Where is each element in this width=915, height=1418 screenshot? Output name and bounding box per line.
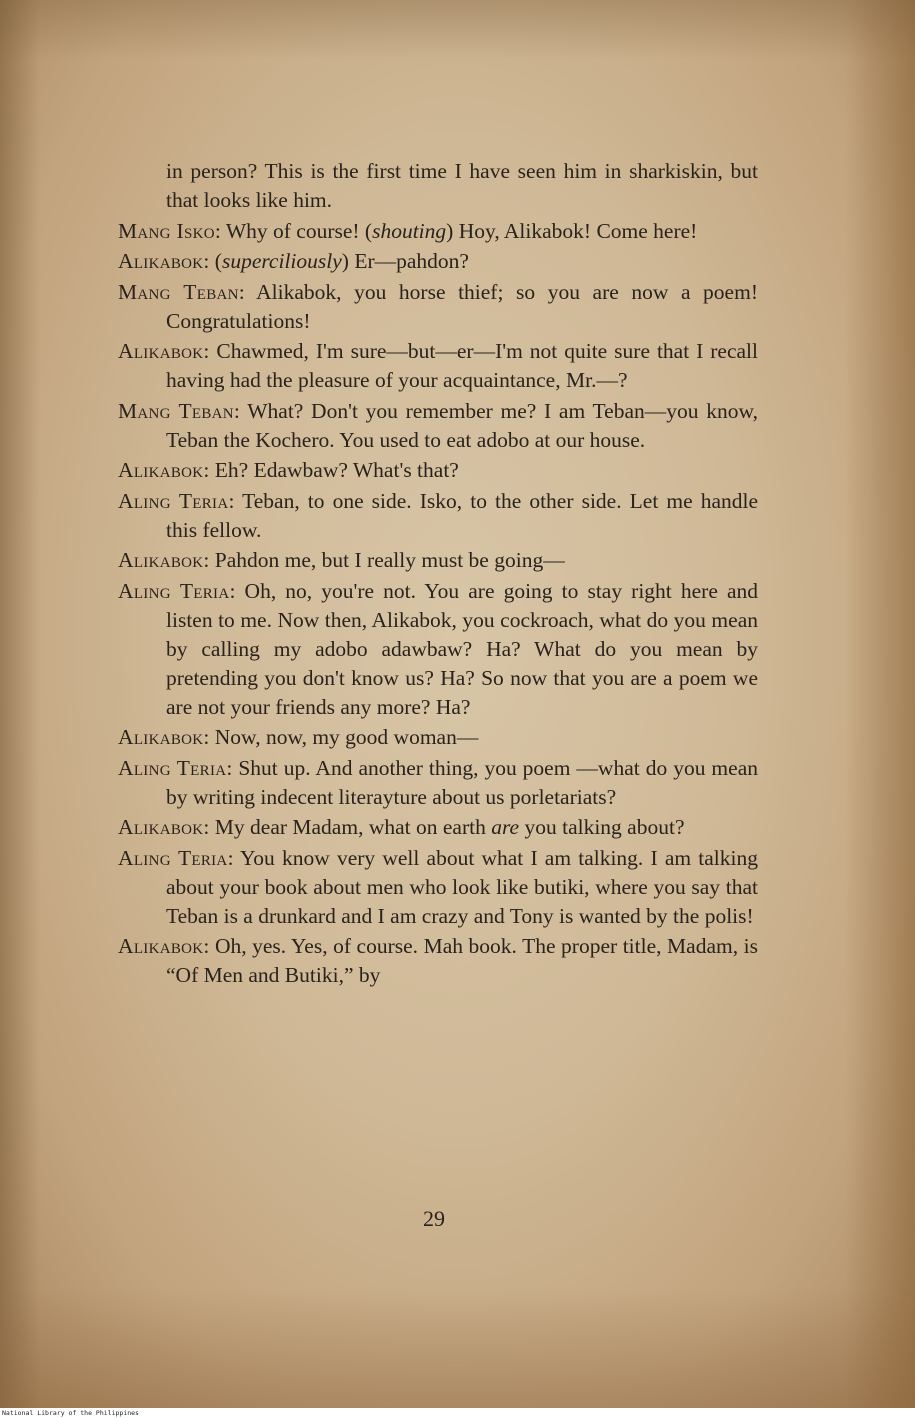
- speaker-name: Alikabok: [118, 339, 204, 363]
- dialogue-text: You know very well about what I am talking. I am talking about your book about men who look like butiki, where you say that Teban is a drunkard and I am crazy and Tony is wanted by the polis!: [166, 845, 758, 928]
- speaker-name: Aling Teria: [118, 845, 228, 870]
- dialogue-text-continued: you talking about?: [519, 815, 685, 839]
- footer-strip: [0, 1408, 915, 1418]
- dialogue-entry: Mang Teban: What? Don't you remember me? I am Teban—you know, Teban the Kochero. You used to eat adobo at our house.: [118, 398, 758, 452]
- page-edge-shadow-right: [845, 0, 915, 1408]
- dialogue-entry: Aling Teria: Oh, no, you're not. You are going to stay right here and listen to me. Now then, Alikabok, you cockroach, what do you mean by calling my adobo adawbaw? Ha? What do you mean by pretending you don't know us? Ha? So now that you are a poem we are not your friends any more? Ha?: [118, 578, 758, 719]
- page-number: 29: [423, 1206, 445, 1231]
- dialogue-text: Oh, no, you're not. You are going to stay right here and listen to me. Now then, Alikabok, you cockroach, what do you mean by calling my adobo adawbaw? Ha? What do you mean by pretending you don't know us? Ha? So now that you are a poem we are not your friends any more? Ha?: [166, 578, 758, 719]
- dialogue-text: (: [214, 249, 222, 273]
- dialogue-text: Eh? Edawbaw? What's that?: [214, 458, 459, 482]
- dialogue-entry: Aling Teria: You know very well about what I am talking. I am talking about your book about men who look like butiki, where you say that Teban is a drunkard and I am crazy and Tony is wanted by the polis!: [118, 845, 758, 928]
- library-credit: National Library of the Philippines: [2, 1409, 139, 1417]
- dialogue-text-continued: ) Hoy, Alikabok! Come here!: [446, 218, 698, 243]
- page-edge-shadow-left: [0, 0, 40, 1408]
- dialogue-entry: Mang Teban: Alikabok, you horse thief; so you are now a poem! Congratulations!: [118, 279, 758, 333]
- play-text: [118, 157, 758, 992]
- dialogue-text: Now, now, my good woman—: [214, 725, 479, 749]
- speaker-name: Aling Teria: [118, 578, 230, 603]
- stage-direction: are: [491, 815, 520, 839]
- dialogue-entry: Alikabok: (superciliously) Er—pahdon?: [118, 249, 469, 273]
- dialogue-entry: Aling Teria: Teban, to one side. Isko, to the other side. Let me handle this fellow.: [118, 488, 759, 542]
- dialogue-text: My dear Madam, what on earth: [214, 815, 492, 839]
- dialogue-entry: Mang Isko: Why of course! (shouting) Hoy, Alikabok! Come here!: [118, 218, 698, 243]
- dialogue-entry: Alikabok: Pahdon me, but I really must be going—: [118, 548, 565, 572]
- dialogue-entry: Alikabok: Oh, yes. Yes, of course. Mah book. The proper title, Madam, is “Of Men and Butiki,” by: [118, 934, 758, 987]
- speaker-name: Mang Isko: [118, 218, 215, 243]
- page-edge-shadow-top: [0, 0, 915, 60]
- dialogue-text: What? Don't you remember me? I am Teban—you know, Teban the Kochero. You used to eat adobo at our house.: [166, 398, 758, 452]
- stage-direction: shouting: [372, 218, 447, 243]
- speaker-name: Alikabok: [118, 815, 204, 839]
- dialogue-text: Oh, yes. Yes, of course. Mah book. The proper title, Madam, is “Of Men and Butiki,” by: [166, 934, 758, 987]
- stage-direction: superciliously: [221, 249, 342, 273]
- dialogue-text: Chawmed, I'm sure—but—er—I'm not quite sure that I recall having had the pleasure of your acquaintance, Mr.—?: [166, 339, 758, 392]
- dialogue-entry: Alikabok: My dear Madam, what on earth are you talking about?: [118, 815, 685, 839]
- speaker-name: Mang Teban: [118, 279, 239, 304]
- dialogue-text: Why of course! (: [225, 218, 373, 243]
- speaker-name: Alikabok: [118, 548, 204, 572]
- continuation-text: in person? This is the first time I have seen him in sharkiskin, but that looks like him.: [166, 159, 758, 212]
- dialogue-text: Pahdon me, but I really must be going—: [214, 548, 565, 572]
- dialogue-text: Shut up. And another thing, you poem —what do you mean by writing indecent literayture about us porletariats?: [166, 755, 758, 809]
- dialogue-text: Teban, to one side. Isko, to the other side. Let me handle this fellow.: [166, 488, 759, 542]
- dialogue-entry: Aling Teria: Shut up. And another thing, you poem —what do you mean by writing indecent literayture about us porletariats?: [118, 755, 758, 809]
- speaker-name: Alikabok: [118, 458, 204, 482]
- speaker-name: Aling Teria: [118, 488, 229, 513]
- speaker-name: Alikabok: [118, 725, 204, 749]
- dialogue-list: [118, 217, 758, 991]
- speaker-name: Aling Teria: [118, 755, 227, 780]
- dialogue-entry: Alikabok: Eh? Edawbaw? What's that?: [118, 458, 459, 482]
- page-edge-shadow-bottom: [0, 1288, 915, 1408]
- dialogue-entry: Alikabok: Chawmed, I'm sure—but—er—I'm not quite sure that I recall having had the pleasure of your acquaintance, Mr.—?: [118, 339, 758, 392]
- speaker-name: Mang Teban: [118, 398, 234, 423]
- dialogue-text-continued: ) Er—pahdon?: [341, 249, 469, 273]
- speaker-name: Alikabok: [118, 934, 204, 958]
- dialogue-entry: Alikabok: Now, now, my good woman—: [118, 725, 479, 749]
- speaker-name: Alikabok: [118, 249, 204, 273]
- dialogue-text: Alikabok, you horse thief; so you are now a poem! Congratulations!: [166, 279, 758, 333]
